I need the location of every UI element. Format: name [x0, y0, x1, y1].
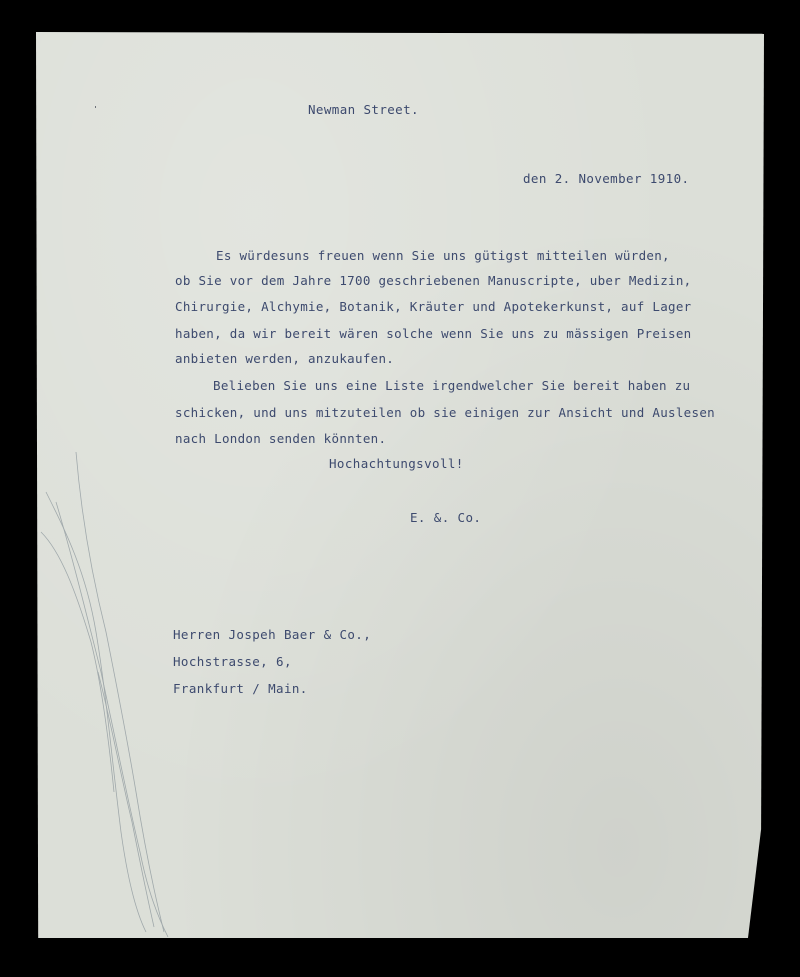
letter-signature: E. &. Co. [410, 510, 482, 525]
body-line: Es würdesuns freuen wenn Sie uns gütigst mitteilen würden, [216, 248, 670, 263]
body-line: nach London senden könnten. [175, 431, 387, 446]
body-line: haben, da wir bereit wären solche wenn Sie uns zu mässigen Preisen [175, 326, 692, 341]
recipient-street: Hochstrasse, 6, [173, 654, 292, 669]
address-header: Newman Street. [308, 102, 419, 117]
body-line: ob Sie vor dem Jahre 1700 geschriebenen Manuscripte, uber Medizin, [175, 273, 692, 288]
body-line: Belieben Sie uns eine Liste irgendwelcher Sie bereit haben zu [213, 378, 691, 393]
recipient-city: Frankfurt / Main. [173, 681, 308, 696]
margin-specks [36, 32, 96, 152]
body-line: Chirurgie, Alchymie, Botanik, Kräuter und Apotekerkunst, auf Lager [175, 299, 692, 314]
letter-date: den 2. November 1910. [523, 171, 690, 186]
body-line: schicken, und uns mitzuteilen ob sie einigen zur Ansicht und Auslesen [175, 405, 715, 420]
body-line: anbieten werden, anzukaufen. [175, 351, 395, 366]
letter-closing: Hochachtungsvoll! [329, 456, 464, 471]
letter-sheet [36, 32, 764, 938]
recipient-name: Herren Jospeh Baer & Co., [173, 627, 372, 642]
